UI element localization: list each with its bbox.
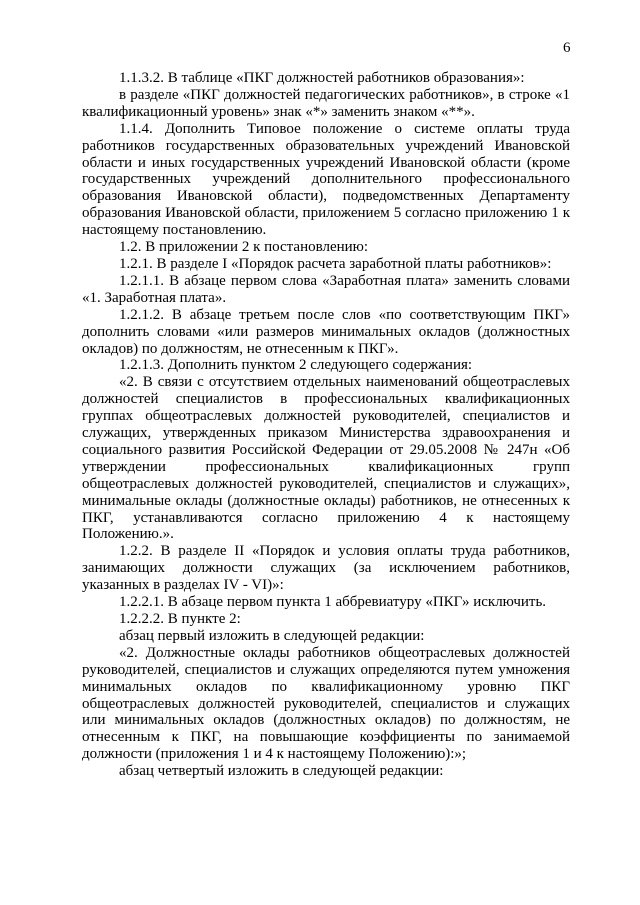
paragraph-1-2-1-2: 1.2.1.2. В абзаце третьем после слов «по соответствующим ПКГ» дополнить словами «или размеров минимальных окладов (должностных окладов) по должностям, не отнесенным к ПКГ». xyxy=(82,306,570,357)
page-number: 6 xyxy=(563,40,571,56)
paragraph-1-2-1-3: 1.2.1.3. Дополнить пунктом 2 следующего содержания: xyxy=(119,357,473,374)
paragraph-1-2: 1.2. В приложении 2 к постановлению: xyxy=(119,239,369,256)
paragraph-1-2-1-1: 1.2.1.1. В абзаце первом слова «Заработная плата» заменить словами «1. Заработная плата». xyxy=(82,272,570,306)
paragraph-1-2-2-1: 1.2.2.1. В абзаце первом пункта 1 аббревиатуру «ПКГ» исключить. xyxy=(119,594,547,611)
paragraph-section-teachers: в разделе «ПКГ должностей педагогических работников», в строке «1 квалификационный уровень» знак «*» заменить знаком «**». xyxy=(82,86,570,120)
paragraph-quote-salaries: «2. Должностные оклады работников общеотраслевых должностей руководителей, специалистов и служащих определяются путем умножения минимальных окладов по квалификационному уровню ПКГ общеотраслевых должностей руководителей, специалистов и служащих или минимальных окладов (должностных окладов) по должностям, не отнесенным к ПКГ, на повышающие коэффициенты по занимаемой должности (приложения 1 и 4 к настоящему Положению):»; xyxy=(82,644,570,763)
document-body xyxy=(82,70,570,780)
paragraph-1-1-3-2: 1.1.3.2. В таблице «ПКГ должностей работников образования»: xyxy=(119,70,525,86)
paragraph-1-2-1: 1.2.1. В разделе I «Порядок расчета заработной платы работников»: xyxy=(119,255,552,272)
paragraph-1-1-4: 1.1.4. Дополнить Типовое положение о системе оплаты труда работников государственных образовательных учреждений Ивановской области и иных государственных учреждений Ивановской области (кроме государственных учреждений дополнительного профессионального образования Ивановской области), подведомственных Департаменту образования Ивановской области, приложением 5 согласно приложению 1 к настоящему постановлению. xyxy=(82,120,570,239)
paragraph-fourth-abzac: абзац четвертый изложить в следующей редакции: xyxy=(119,763,444,780)
paragraph-quote-point-2: «2. В связи с отсутствием отдельных наименований общеотраслевых должностей специалистов в профессиональных квалификационных группах общеотраслевых должностей руководителей, специалистов и служащих, утвержденных приказом Министерства здравоохранения и социального развития Российской Федерации от 29.05.2008 № 247н «Об утверждении профессиональных квалификационных групп общеотраслевых должностей руководителей, специалистов и служащих», минимальные оклады (должностные оклады) работников, не отнесенных к ПКГ, устанавливаются согласно приложению 4 к настоящему Положению.». xyxy=(82,374,570,543)
paragraph-1-2-2: 1.2.2. В разделе II «Порядок и условия оплаты труда работников, занимающих должности служащих (за исключением работников, указанных в разделах IV - VI)»: xyxy=(82,543,570,594)
paragraph-1-2-2-2: 1.2.2.2. В пункте 2: xyxy=(119,611,241,627)
paragraph-first-abzac: абзац первый изложить в следующей редакции: xyxy=(119,627,425,644)
